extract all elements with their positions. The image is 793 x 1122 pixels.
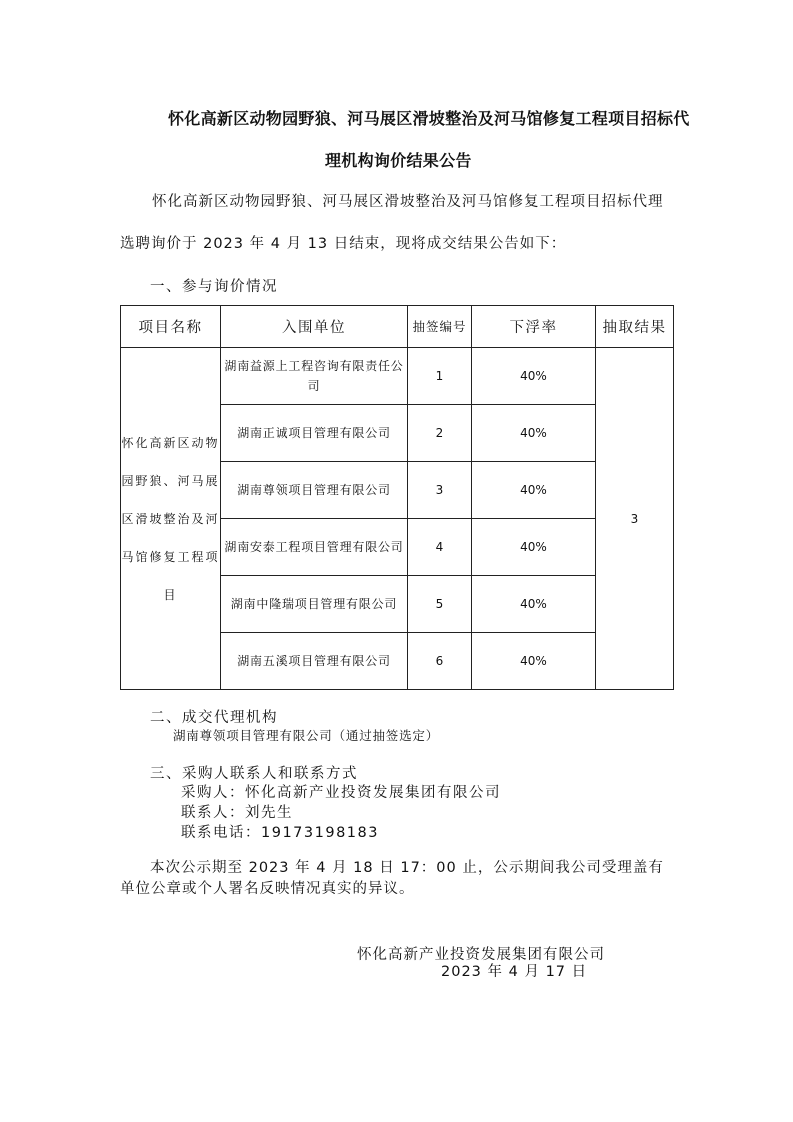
intro-line-1: 怀化高新区动物园野狼、河马展区滑坡整治及河马馆修复工程项目招标代理 (152, 194, 664, 210)
result-cell: 3 (596, 348, 674, 690)
section3-heading: 三、采购人联系人和联系方式 (150, 766, 358, 782)
rate-cell: 40% (472, 633, 596, 690)
section2-content: 湖南尊领项目管理有限公司（通过抽签选定） (173, 728, 440, 743)
header-rate: 下浮率 (472, 306, 596, 348)
intro-line-2: 选聘询价于 2023 年 4 月 13 日结束，现将成交结果公告如下： (120, 236, 567, 252)
unit-cell: 湖南五溪项目管理有限公司 (221, 633, 408, 690)
rate-cell: 40% (472, 405, 596, 462)
number-cell: 1 (408, 348, 472, 405)
signature-company: 怀化高新产业投资发展集团有限公司 (357, 947, 605, 963)
title-line-1: 怀化高新区动物园野狼、河马展区滑坡整治及河马馆修复工程项目招标代 (168, 109, 690, 128)
table-row (121, 348, 674, 405)
purchaser-line: 采购人：怀化高新产业投资发展集团有限公司 (181, 785, 501, 801)
number-cell: 2 (408, 405, 472, 462)
unit-cell: 湖南尊领项目管理有限公司 (221, 462, 408, 519)
header-project: 项目名称 (121, 306, 221, 348)
number-cell: 4 (408, 519, 472, 576)
section1-heading: 一、参与询价情况 (150, 279, 278, 295)
rate-cell: 40% (472, 348, 596, 405)
notice-line-1: 本次公示期至 2023 年 4 月 18 日 17：00 止，公示期间我公司受理盖有 (150, 860, 664, 876)
phone-line: 联系电话：19173198183 (181, 825, 379, 841)
table-header-row (121, 306, 674, 348)
signature-date: 2023 年 4 月 17 日 (441, 964, 588, 980)
unit-cell: 湖南中隆瑞项目管理有限公司 (221, 576, 408, 633)
number-cell: 3 (408, 462, 472, 519)
title-line-2: 理机构询价结果公告 (325, 151, 472, 170)
rate-cell: 40% (472, 462, 596, 519)
header-number: 抽签编号 (408, 306, 472, 348)
project-name-cell: 怀化高新区动物园野狼、河马展区滑坡整治及河马馆修复工程项目 (121, 348, 221, 690)
unit-cell: 湖南安泰工程项目管理有限公司 (221, 519, 408, 576)
rate-cell: 40% (472, 519, 596, 576)
number-cell: 6 (408, 633, 472, 690)
number-cell: 5 (408, 576, 472, 633)
notice-line-2: 单位公章或个人署名反映情况真实的异议。 (120, 881, 415, 897)
section2-heading: 二、成交代理机构 (150, 710, 278, 726)
contact-line: 联系人：刘先生 (181, 805, 293, 821)
header-unit: 入围单位 (221, 306, 408, 348)
unit-cell: 湖南正诚项目管理有限公司 (221, 405, 408, 462)
header-result: 抽取结果 (596, 306, 674, 348)
rate-cell: 40% (472, 576, 596, 633)
results-table (120, 305, 674, 690)
unit-cell: 湖南益源上工程咨询有限责任公司 (221, 348, 408, 405)
